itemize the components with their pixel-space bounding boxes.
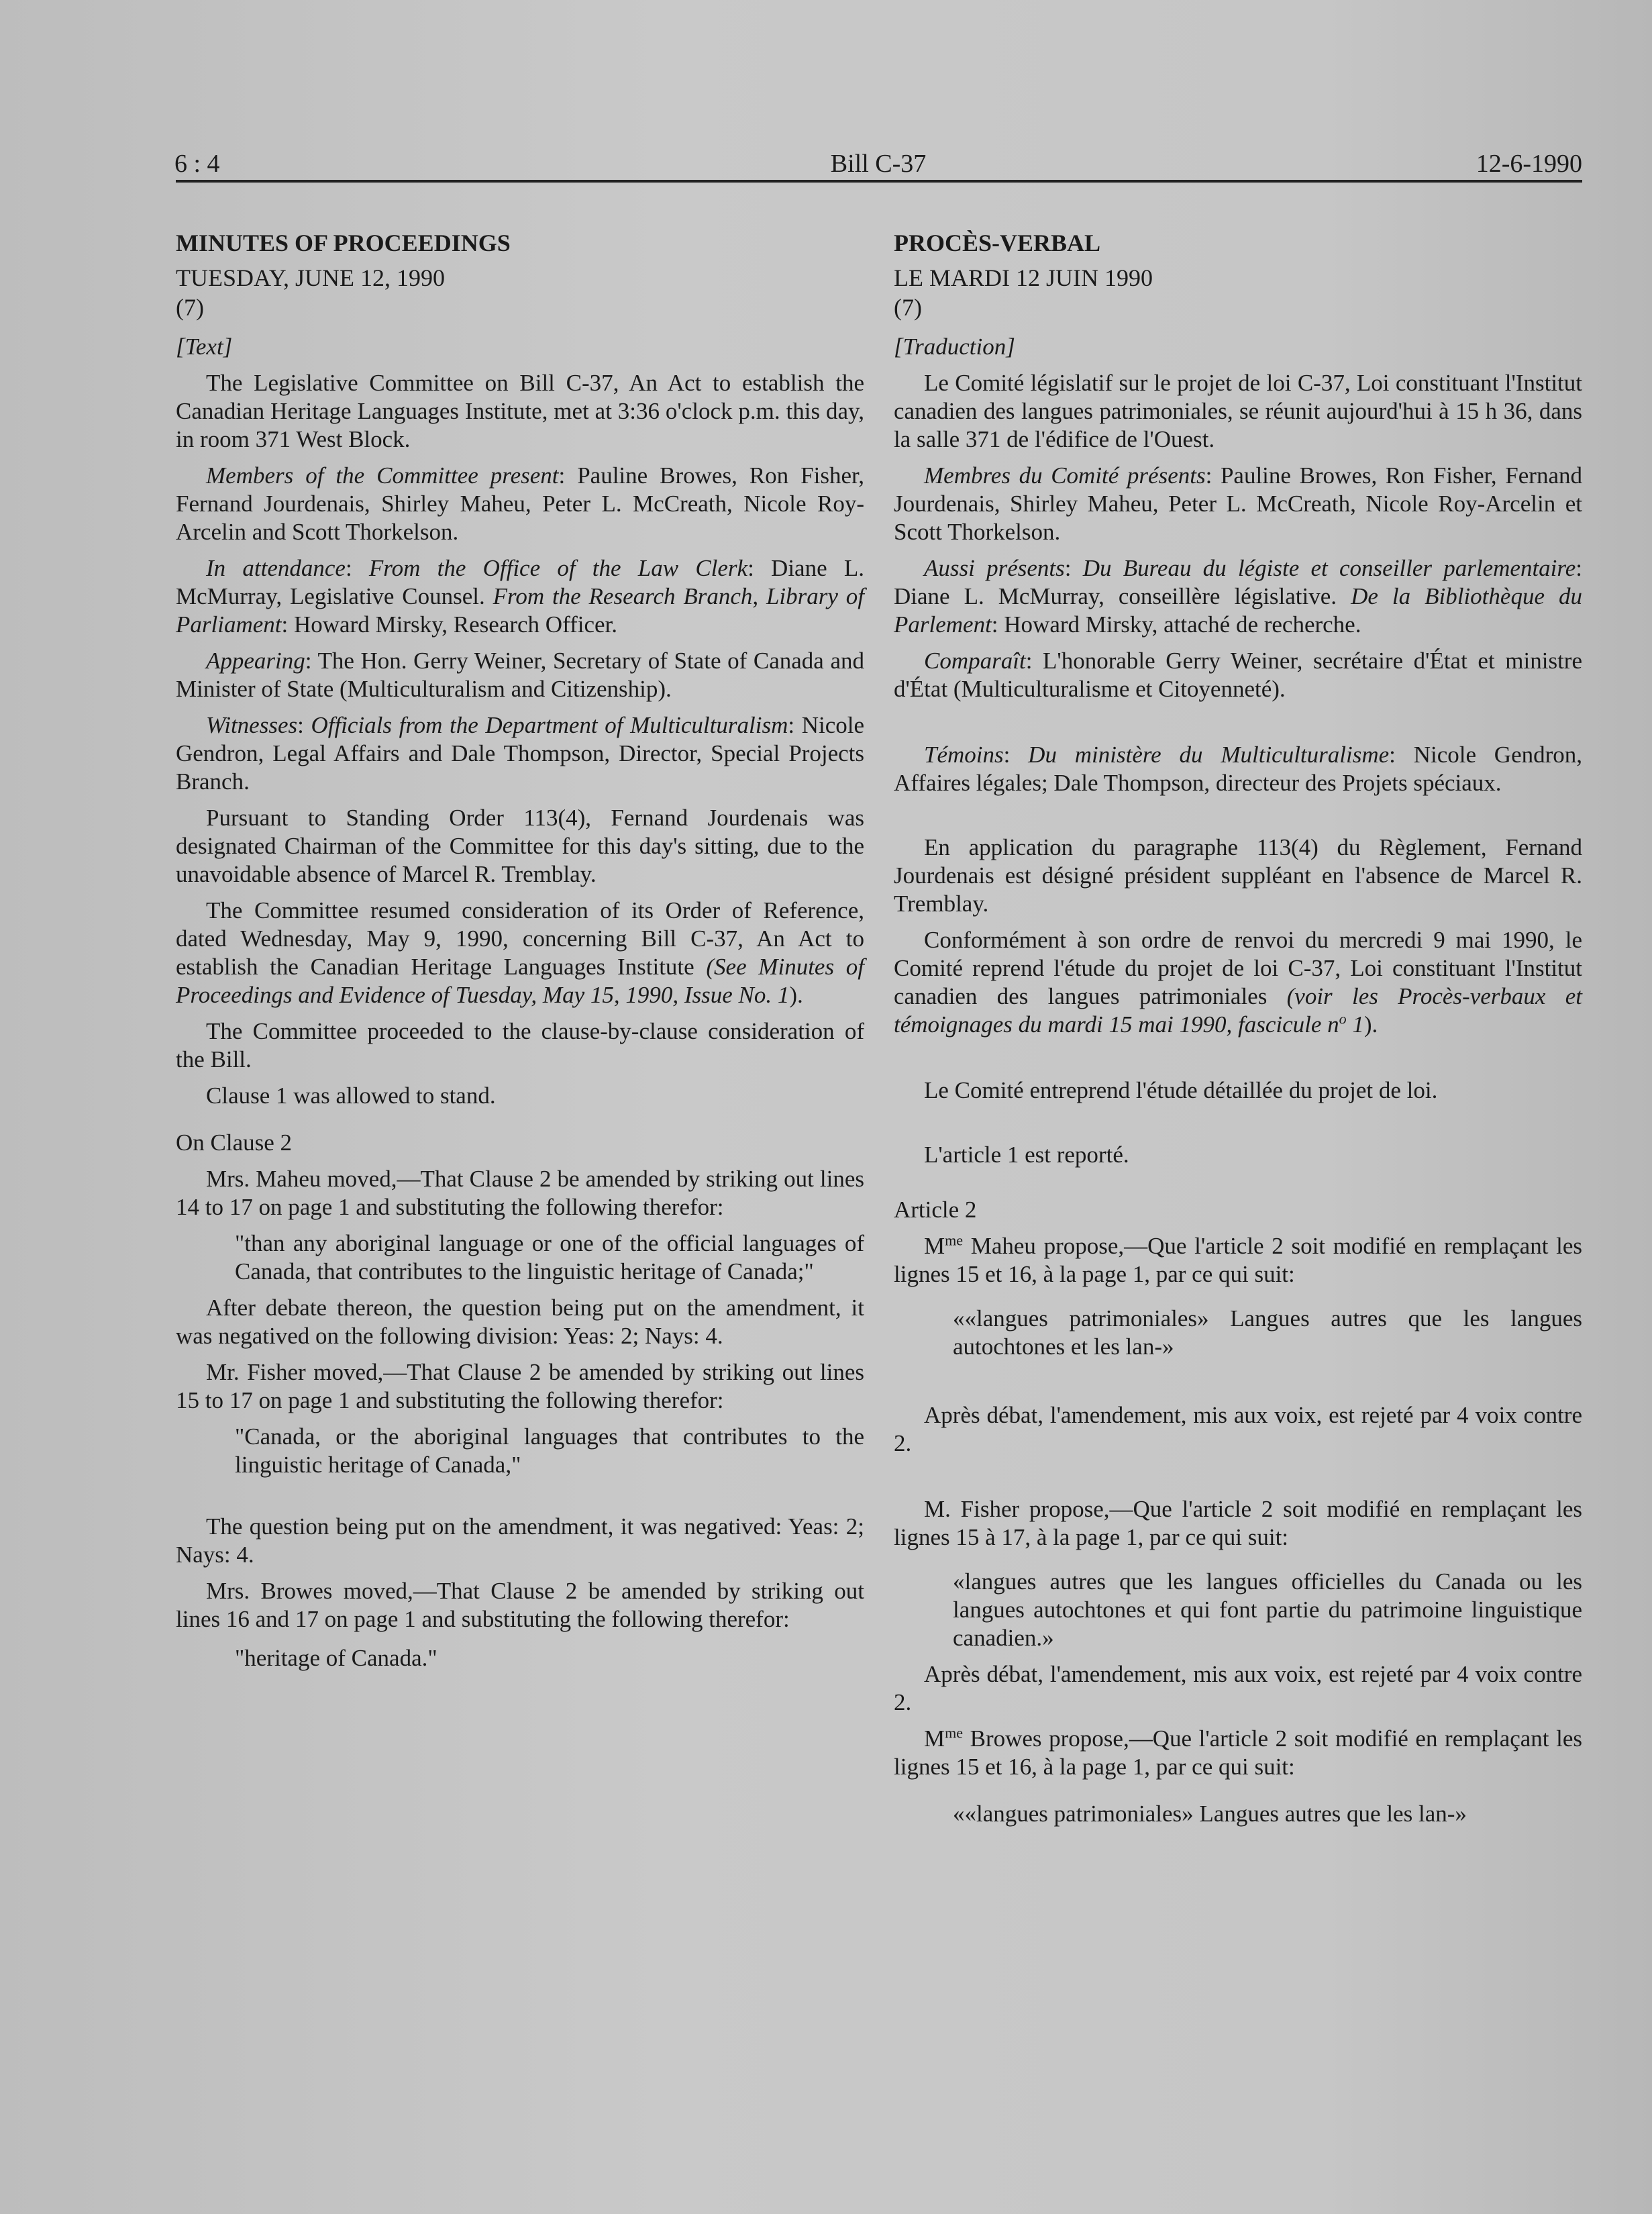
header-rule [176, 180, 1582, 183]
attendance-paragraph-fr: Aussi présents: Du Bureau du légiste et conseiller parlementaire: Diane L. McMurray, conseillère législative. De la Bibliothèque du Parlement: Howard Mirsky, attaché de recherche. [894, 555, 1582, 638]
debate-result-fr: Après débat, l'amendement, mis aux voix, est rejeté par 4 voix contre 2. [894, 1402, 1582, 1456]
appearing-paragraph-fr: Comparaît: L'honorable Gerry Weiner, secrétaire d'État et ministre d'État (Multiculturalisme et Citoyenneté). [894, 648, 1582, 702]
witnesses-paragraph: Witnesses: Officials from the Department of Multiculturalism: Nicole Gendron, Legal Affairs and Dale Thompson, Director, Special Projects Branch. [176, 712, 864, 795]
section-heading-fr: PROCÈS-VERBAL [894, 230, 1101, 256]
browes-motion-fr: $M^{me}$ Browes propose,—Que l'article 2 soit modifié en remplaçant les lignes 15 et 16, à la page 1, par ce qui suit: [894, 1724, 1582, 1780]
resumed-paragraph-fr: Conformément à son ordre de renvoi du mercredi 9 mai 1990, le Comité reprend l'étude du projet de loi C-37, Loi constituant l'Institut canadien des langues patrimoniales (voir les Procès-verbaux et témoignages du mardi 15 mai 1990, fascicule $n^o$ 1). [894, 927, 1582, 1038]
clause2-heading: On Clause 2 [176, 1129, 293, 1156]
fisher-motion: Mr. Fisher moved,—That Clause 2 be amended by striking out lines 15 to 17 on page 1 and substituting the following therefor: [176, 1359, 864, 1413]
running-header [174, 149, 1582, 183]
question-result-fr: Après débat, l'amendement, mis aux voix, est rejeté par 4 voix contre 2. [894, 1661, 1582, 1715]
members-paragraph: Members of the Committee present: Pauline Browes, Ron Fisher, Fernand Jourdenais, Shirley Maheu, Peter L. McCreath, Nicole Roy-Arcelin and Scott Thorkelson. [176, 462, 864, 545]
appearing-paragraph: Appearing: The Hon. Gerry Weiner, Secretary of State of Canada and Minister of State (Multiculturalism and Citizenship). [176, 648, 864, 702]
opening-paragraph-fr: Le Comité législatif sur le projet de loi C-37, Loi constituant l'Institut canadien des langues patrimoniales, se réunit aujourd'hui à 15 h 36, dans la salle 371 de l'édifice de l'Ouest. [894, 370, 1582, 452]
maheu-quote: "than any aboriginal language or one of the official languages of Canada, that contributes to the linguistic heritage of Canada;" [235, 1230, 864, 1285]
meeting-date: TUESDAY, JUNE 12, 1990 [176, 264, 446, 291]
pursuant-paragraph-fr: En application du paragraphe 113(4) du Règlement, Fernand Jourdenais est désigné président suppléant en l'absence de Marcel R. Tremblay. [894, 834, 1582, 917]
meeting-number: (7) [176, 294, 204, 321]
proceeded-paragraph: The Committee proceeded to the clause-by-clause consideration of the Bill. [176, 1018, 864, 1072]
header-date: 12-6-1990 [1476, 150, 1582, 178]
french-column [894, 228, 1582, 1828]
meeting-date-fr: LE MARDI 12 JUIN 1990 [894, 264, 1153, 291]
opening-paragraph: The Legislative Committee on Bill C-37, An Act to establish the Canadian Heritage Languages Institute, met at 3:36 o'clock p.m. this day, in room 371 West Block. [176, 370, 864, 452]
resumed-paragraph: The Committee resumed consideration of its Order of Reference, dated Wednesday, May 9, 1990, concerning Bill C-37, An Act to establish the Canadian Heritage Languages Institute (See Minutes of Proceedings and Evidence of Tuesday, May 15, 1990, Issue No. 1). [176, 897, 864, 1008]
witnesses-paragraph-fr: Témoins: Du ministère du Multiculturalisme: Nicole Gendron, Affaires légales; Dale Thompson, directeur des Projets spéciaux. [894, 742, 1583, 796]
english-column [176, 228, 864, 1672]
page-number: 6 : 4 [174, 150, 220, 178]
bill-number: Bill C-37 [830, 150, 927, 178]
clause1-paragraph-fr: L'article 1 est reporté. [924, 1142, 1129, 1168]
maheu-quote-fr: ««langues patrimoniales» Langues autres que les langues autochtones et les lan-» [953, 1305, 1582, 1360]
question-result: The question being put on the amendment, it was negatived: Yeas: 2; Nays: 4. [176, 1513, 864, 1568]
section-heading: MINUTES OF PROCEEDINGS [176, 230, 511, 256]
meeting-number-fr: (7) [894, 294, 922, 321]
clause1-paragraph: Clause 1 was allowed to stand. [206, 1083, 496, 1109]
proceeded-paragraph-fr: Le Comité entreprend l'étude détaillée du projet de loi. [924, 1077, 1438, 1103]
text-tag-fr: [Traduction] [894, 334, 1015, 360]
browes-quote: "heritage of Canada." [235, 1645, 437, 1671]
clause2-heading-fr: Article 2 [894, 1197, 977, 1223]
fisher-motion-fr: M. Fisher propose,—Que l'article 2 soit modifié en remplaçant les lignes 15 à 17, à la page 1, par ce qui suit: [894, 1496, 1582, 1550]
attendance-paragraph: In attendance: From the Office of the Law Clerk: Diane L. McMurray, Legislative Counsel. From the Research Branch, Library of Parliament: Howard Mirsky, Research Officer. [176, 555, 864, 638]
maheu-motion: Mrs. Maheu moved,—That Clause 2 be amended by striking out lines 14 to 17 on page 1 and substituting the following therefor: [176, 1166, 864, 1220]
browes-quote-fr: ««langues patrimoniales» Langues autres que les lan-» [953, 1801, 1467, 1827]
members-paragraph-fr: Membres du Comité présents: Pauline Browes, Ron Fisher, Fernand Jourdenais, Shirley Maheu, Peter L. McCreath, Nicole Roy-Arcelin et Scott Thorkelson. [894, 462, 1582, 545]
browes-motion: Mrs. Browes moved,—That Clause 2 be amended by striking out lines 16 and 17 on page 1 and substituting the following therefor: [176, 1578, 864, 1632]
fisher-quote: "Canada, or the aboriginal languages that contributes to the linguistic heritage of Canada," [235, 1423, 864, 1478]
fisher-quote-fr: «langues autres que les langues officielles du Canada ou les langues autochtones et qui font partie du patrimoine linguistique canadien.» [953, 1568, 1582, 1651]
pursuant-paragraph: Pursuant to Standing Order 113(4), Fernand Jourdenais was designated Chairman of the Committee for this day's sitting, due to the unavoidable absence of Marcel R. Tremblay. [176, 805, 864, 887]
debate-result: After debate thereon, the question being put on the amendment, it was negatived on the following division: Yeas: 2; Nays: 4. [176, 1295, 864, 1349]
text-tag: [Text] [176, 334, 233, 360]
maheu-motion-fr: $M^{me}$ Maheu propose,—Que l'article 2 soit modifié en remplaçant les lignes 15 et 16, à la page 1, par ce qui suit: [894, 1231, 1582, 1287]
